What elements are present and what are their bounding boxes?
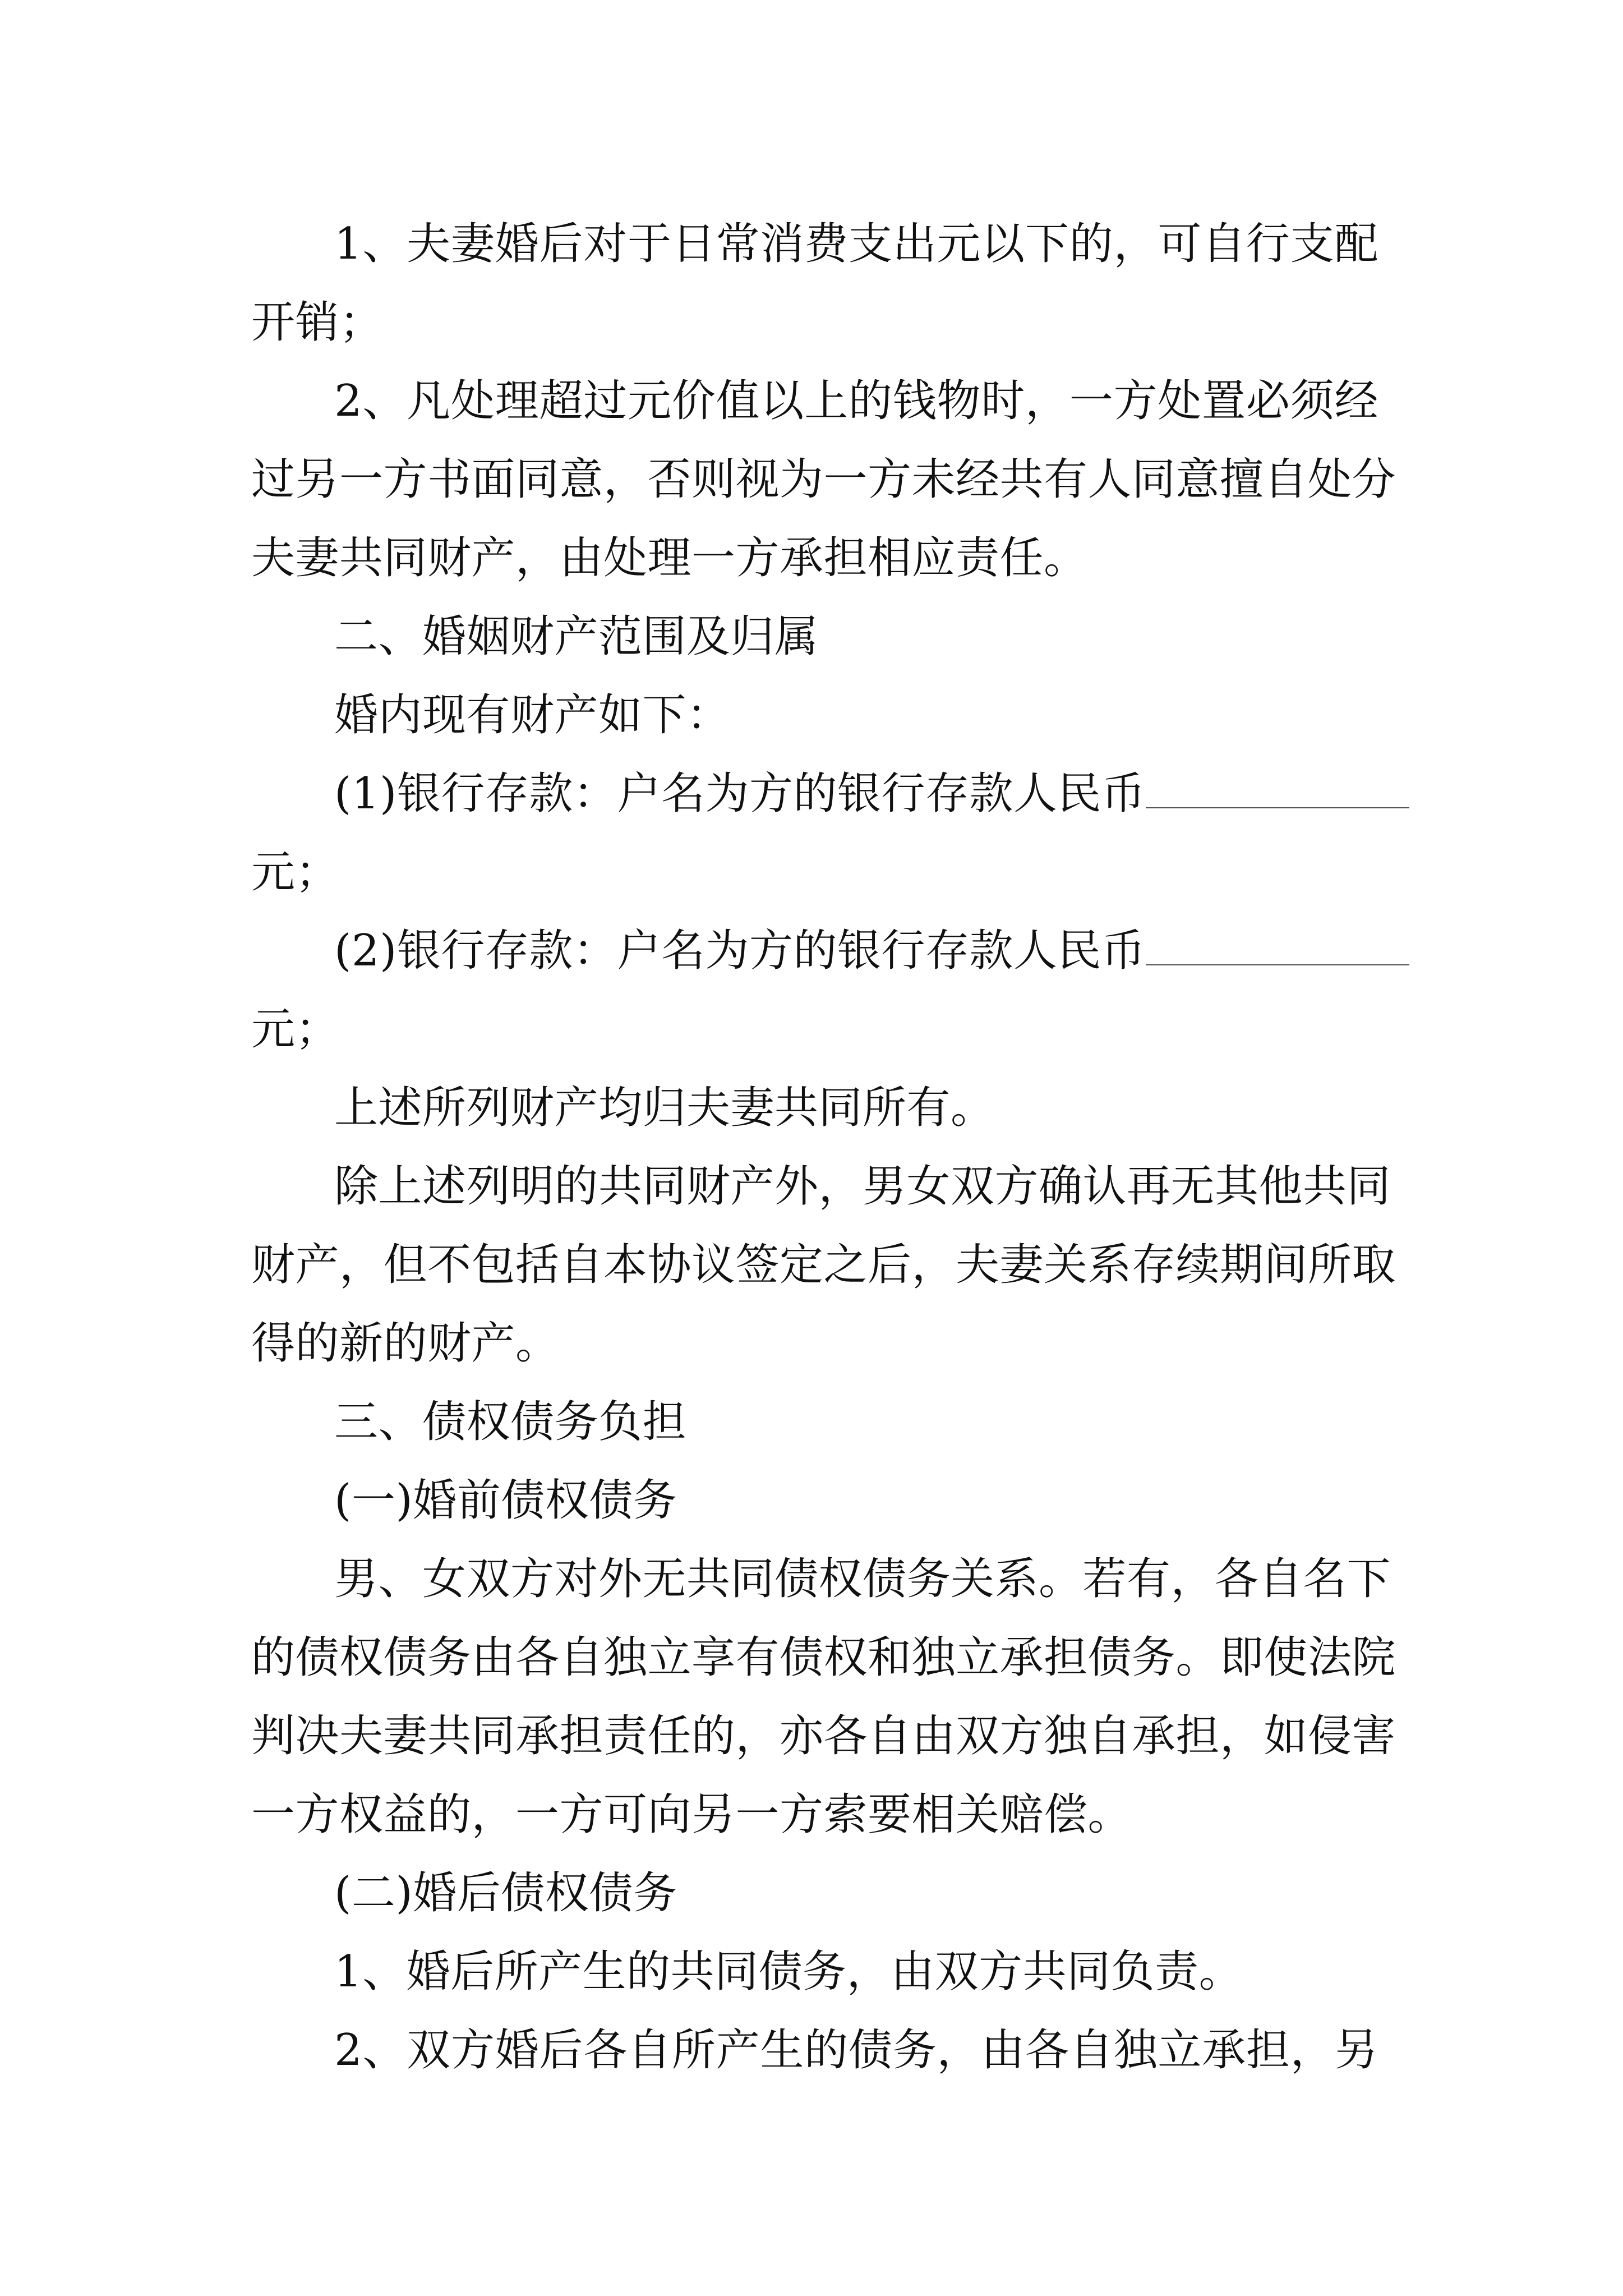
subsection-heading: (二)婚后债权债务 <box>334 1868 677 1918</box>
text-line: 除上述列明的共同财产外，男女双方确认再无其他共同 <box>334 1161 1391 1212</box>
text-line: 2、双方婚后各自所产生的债务，由各自独立承担，另 <box>334 2025 1378 2076</box>
subsection-heading: (一)婚前债权债务 <box>334 1475 677 1526</box>
bank-deposit-line <box>334 766 1409 822</box>
text-line: 财产，但不包括自本协议签定之后，夫妻关系存续期间所取 <box>251 1240 1396 1290</box>
text-line: 1、婚后所产生的共同债务，由双方共同负责。 <box>334 1947 1243 1997</box>
text-line: 上述所列财产均归夫妻共同所有。 <box>334 1083 995 1133</box>
section-heading: 三、债权债务负担 <box>334 1397 687 1447</box>
text-line: 一方权益的，一方可向另一方索要相关赔偿。 <box>251 1789 1132 1840</box>
bank-deposit-text: (1)银行存款：户名为方的银行存款人民币 <box>334 769 1146 819</box>
section-heading: 二、婚姻财产范围及归属 <box>334 611 819 662</box>
bank-deposit-line <box>334 923 1409 979</box>
text-line: 男、女双方对外无共同债权债务关系。若有，各自名下 <box>334 1554 1391 1604</box>
text-line: 1、夫妻婚后对于日常消费支出元以下的，可自行支配 <box>334 219 1378 269</box>
bank-deposit-text: (2)银行存款：户名为方的银行存款人民币 <box>334 926 1146 976</box>
text-line: 的债权债务由各自独立享有债权和独立承担债务。即使法院 <box>251 1632 1396 1683</box>
document-page <box>251 0 1396 2296</box>
amount-blank <box>1146 930 1409 965</box>
text-line: 得的新的财产。 <box>251 1318 560 1369</box>
text-line: 2、凡处理超过元价值以上的钱物时，一方处置必须经 <box>334 376 1378 426</box>
text-line: 夫妻共同财产，由处理一方承担相应责任。 <box>251 533 1088 583</box>
text-line: 判决夫妻共同承担责任的，亦各自由双方独自承担，如侵害 <box>251 1711 1396 1761</box>
text-line: 元； <box>251 847 340 898</box>
text-line: 过另一方书面同意，否则视为一方未经共有人同意擅自处分 <box>251 454 1396 505</box>
amount-blank <box>1146 772 1409 808</box>
text-line: 元； <box>251 1004 340 1055</box>
text-line: 开销； <box>251 297 384 348</box>
text-line: 婚内现有财产如下： <box>334 690 731 740</box>
